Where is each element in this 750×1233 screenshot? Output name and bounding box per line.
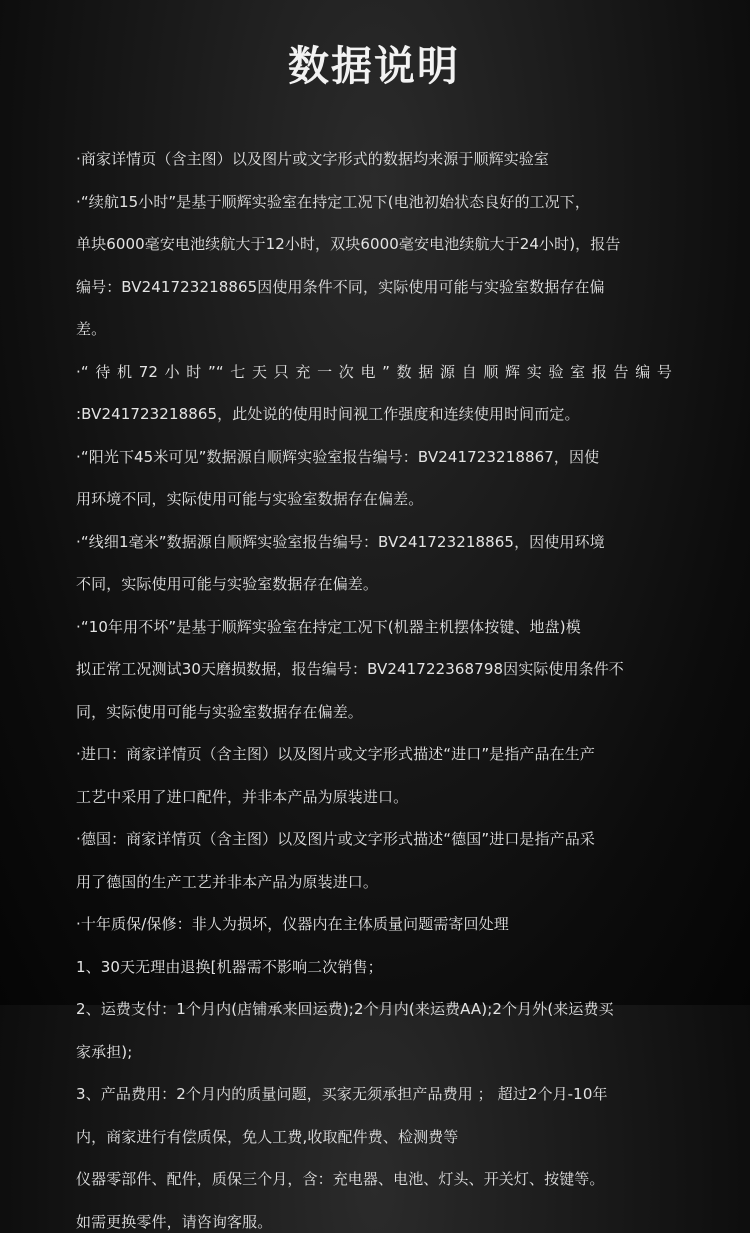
text-line: ·“续航15小时”是基于顺辉实验室在持定工况下(电池初始状态良好的工况下， (76, 192, 672, 214)
text-line: ·“待机72小时”“七天只充一次电”数据源自顺辉实验室报告编号 (76, 362, 672, 384)
text-line: ·德国：商家详情页（含主图）以及图片或文字形式描述“德国”进口是指产品采 (76, 829, 672, 851)
page-title: 数据说明 (76, 36, 672, 96)
text-line: 用环境不同，实际使用可能与实验室数据存在偏差。 (76, 489, 672, 511)
text-line: 如需更换零件，请咨询客服。 (76, 1212, 672, 1233)
text-line: 2、运费支付：1个月内(店铺承来回运费);2个月内(来运费AA);2个月外(来运费买 (76, 999, 672, 1021)
text-line: ·十年质保/保修：非人为损坏，仪器内在主体质量问题需寄回处理 (76, 914, 672, 936)
text-line: ·进口：商家详情页（含主图）以及图片或文字形式描述“进口”是指产品在生产 (76, 744, 672, 766)
text-line: ·“10年用不坏”是基于顺辉实验室在持定工况下(机器主机摆体按键、地盘)模 (76, 617, 672, 639)
text-line: ·“阳光下45米可见”数据源自顺辉实验室报告编号：BV241723218867，因使 (76, 447, 672, 469)
text-line: 家承担); (76, 1042, 672, 1064)
text-line: 单块6000毫安电池续航大于12小时，双块6000毫安电池续航大于24小时)，报告 (76, 234, 672, 256)
text-line: 仪器零部件、配件，质保三个月，含：充电器、电池、灯头、开关灯、按键等。 (76, 1169, 672, 1191)
text-line: 内，商家进行有偿质保，免人工费,收取配件费、检测费等 (76, 1127, 672, 1149)
text-line: ·“线细1毫米”数据源自顺辉实验室报告编号：BV241723218865，因使用环境 (76, 532, 672, 554)
text-line: 3、产品费用：2个月内的质量问题，买家无须承担产品费用 ； 超过2个月-10年 (76, 1084, 672, 1106)
text-line: 1、30天无理由退换[机器需不影响二次销售； (76, 957, 672, 979)
text-line: ·商家详情页（含主图）以及图片或文字形式的数据均来源于顺辉实验室 (76, 149, 672, 171)
text-line: 编号：BV241723218865因使用条件不同，实际使用可能与实验室数据存在偏 (76, 277, 672, 299)
text-line: 工艺中采用了进口配件，并非本产品为原装进口。 (76, 787, 672, 809)
text-line: 拟正常工况测试30天磨损数据，报告编号：BV241722368798因实际使用条件不 (76, 659, 672, 681)
text-line: :BV241723218865，此处说的使用时间视工作强度和连续使用时间而定。 (76, 404, 672, 426)
text-line: 用了德国的生产工艺并非本产品为原装进口。 (76, 872, 672, 894)
text-line: 不同，实际使用可能与实验室数据存在偏差。 (76, 574, 672, 596)
text-line: 同，实际使用可能与实验室数据存在偏差。 (76, 702, 672, 724)
statement-body (76, 149, 672, 1233)
text-line: 差。 (76, 319, 672, 341)
